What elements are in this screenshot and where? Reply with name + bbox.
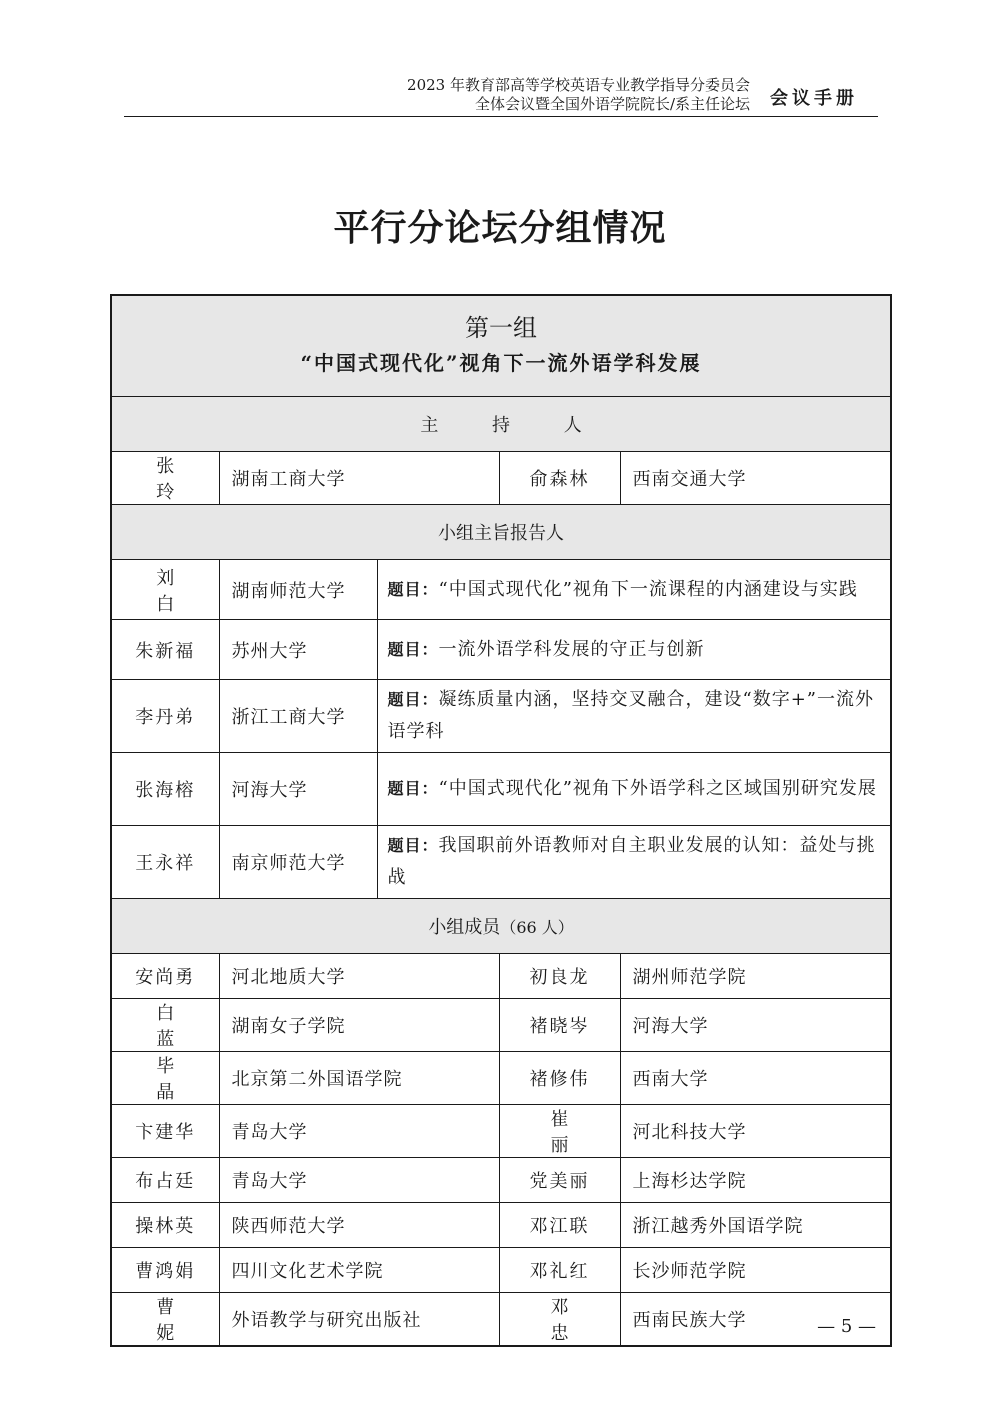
speaker-topic — [377, 620, 891, 680]
speaker-name: 张海榕 — [111, 753, 219, 826]
member-name: 初良龙 — [499, 954, 620, 999]
speaker-row — [111, 560, 891, 620]
member-org: 外语教学与研究出版社 — [219, 1293, 499, 1347]
member-org: 青岛大学 — [219, 1105, 499, 1158]
member-name: 曹 妮 — [111, 1293, 219, 1347]
member-row — [111, 1052, 891, 1105]
speaker-row — [111, 753, 891, 826]
members-heading — [111, 899, 891, 954]
member-org: 湖州师范学院 — [620, 954, 891, 999]
speaker-row — [111, 826, 891, 899]
member-org: 青岛大学 — [219, 1158, 499, 1203]
member-name: 褚晓岑 — [499, 999, 620, 1052]
running-header — [124, 72, 878, 118]
member-row — [111, 1158, 891, 1203]
member-org: 西南民族大学 — [620, 1293, 891, 1347]
header-tag: 会议手册 — [770, 88, 858, 109]
member-org: 陕西师范大学 — [219, 1203, 499, 1248]
page-title: 平行分论坛分组情况 — [333, 207, 667, 249]
speaker-name: 王永祥 — [111, 826, 219, 899]
member-name: 安尚勇 — [111, 954, 219, 999]
topic-text: 一流外语学科发展的守正与创新 — [438, 638, 705, 660]
member-row — [111, 1248, 891, 1293]
member-org: 河北科技大学 — [620, 1105, 891, 1158]
topic-text: 凝练质量内涵，坚持交叉融合，建设“数字+”一流外语学科 — [387, 689, 874, 742]
speaker-org: 苏州大学 — [219, 620, 377, 680]
speaker-topic — [377, 826, 891, 899]
member-name: 毕 晶 — [111, 1052, 219, 1105]
speaker-org: 南京师范大学 — [219, 826, 377, 899]
member-org: 四川文化艺术学院 — [219, 1248, 499, 1293]
header-divider — [124, 116, 878, 117]
member-name: 邓江联 — [499, 1203, 620, 1248]
member-name: 邓 忠 — [499, 1293, 620, 1347]
topic-text: “中国式现代化”视角下一流课程的内涵建设与实践 — [438, 578, 858, 600]
page-number: — 5 — — [817, 1316, 876, 1337]
speakers-heading-row — [111, 505, 891, 560]
topic-label: 题目： — [387, 836, 439, 855]
hosts-heading: 主 持 人 — [111, 397, 891, 452]
member-org: 北京第二外国语学院 — [219, 1052, 499, 1105]
group-header-row — [111, 295, 891, 397]
speaker-row — [111, 680, 891, 753]
member-org: 西南大学 — [620, 1052, 891, 1105]
group-header — [111, 295, 891, 397]
speaker-org: 河海大学 — [219, 753, 377, 826]
speaker-topic — [377, 560, 891, 620]
members-heading-row — [111, 899, 891, 954]
header-line-1: 2023 年教育部高等学校英语专业教学指导分委员会 — [407, 76, 750, 94]
hosts-row — [111, 452, 891, 505]
host-org: 湖南工商大学 — [219, 452, 499, 505]
speaker-topic — [377, 680, 891, 753]
member-name: 邓礼红 — [499, 1248, 620, 1293]
topic-text: 我国职前外语教师对自主职业发展的认知：益处与挑战 — [387, 835, 876, 888]
member-row — [111, 1293, 891, 1347]
member-name: 崔 丽 — [499, 1105, 620, 1158]
forum-group-table — [110, 294, 892, 1347]
speaker-name: 朱新福 — [111, 620, 219, 680]
header-line-2: 全体会议暨全国外语学院院长/系主任论坛 — [474, 95, 750, 113]
member-org: 河海大学 — [620, 999, 891, 1052]
member-row — [111, 1203, 891, 1248]
speaker-name: 李丹弟 — [111, 680, 219, 753]
member-row — [111, 954, 891, 999]
speaker-row — [111, 620, 891, 680]
group-name: 第一组 — [465, 314, 538, 342]
member-name: 布占廷 — [111, 1158, 219, 1203]
host-name: 俞森林 — [499, 452, 620, 505]
member-name: 白 蓝 — [111, 999, 219, 1052]
hosts-heading-row — [111, 397, 891, 452]
member-name: 操林英 — [111, 1203, 219, 1248]
members-count: （66 人） — [500, 918, 574, 937]
members-heading-label: 小组成员 — [428, 917, 501, 938]
member-org: 河北地质大学 — [219, 954, 499, 999]
member-row — [111, 1105, 891, 1158]
speaker-topic — [377, 753, 891, 826]
header-conference-title — [407, 76, 750, 114]
member-row — [111, 999, 891, 1052]
member-name: 褚修伟 — [499, 1052, 620, 1105]
speaker-org: 浙江工商大学 — [219, 680, 377, 753]
group-theme: “中国式现代化”视角下一流外语学科发展 — [300, 351, 702, 375]
member-org: 长沙师范学院 — [620, 1248, 891, 1293]
host-name: 张 玲 — [111, 452, 219, 505]
host-org: 西南交通大学 — [620, 452, 891, 505]
topic-label: 题目： — [387, 639, 439, 659]
topic-label: 题目： — [387, 579, 439, 599]
member-name: 卞建华 — [111, 1105, 219, 1158]
topic-label: 题目： — [387, 779, 439, 798]
speakers-heading: 小组主旨报告人 — [111, 505, 891, 560]
topic-label: 题目： — [387, 690, 439, 709]
member-name: 党美丽 — [499, 1158, 620, 1203]
topic-text: “中国式现代化”视角下外语学科之区域国别研究发展 — [438, 778, 877, 799]
member-name: 曹鸿娟 — [111, 1248, 219, 1293]
speaker-org: 湖南师范大学 — [219, 560, 377, 620]
member-org: 湖南女子学院 — [219, 999, 499, 1052]
member-org: 浙江越秀外国语学院 — [620, 1203, 891, 1248]
speaker-name: 刘 白 — [111, 560, 219, 620]
member-org: 上海杉达学院 — [620, 1158, 891, 1203]
